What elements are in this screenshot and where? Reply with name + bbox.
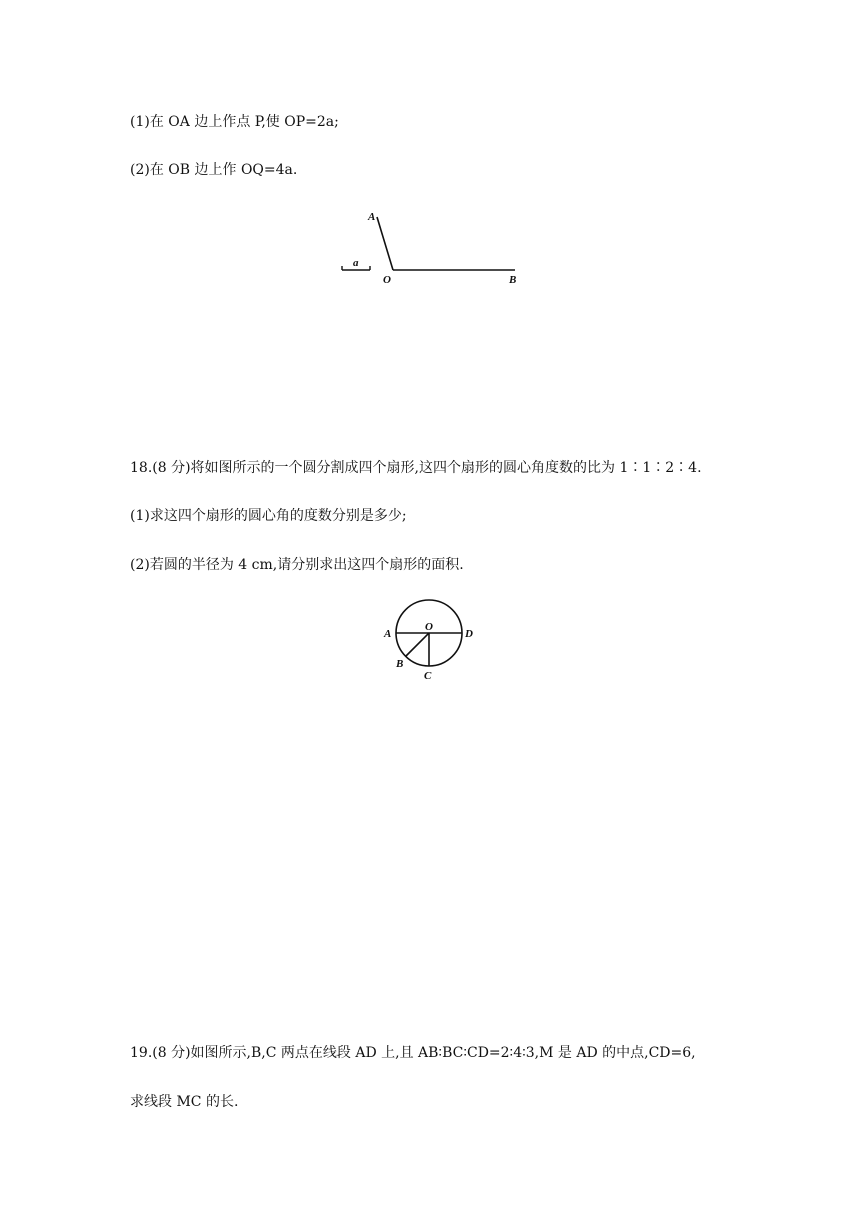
label-C: C <box>424 670 432 682</box>
label-O: O <box>383 274 391 286</box>
label-B: B <box>509 274 517 286</box>
circle-sectors-figure <box>375 590 485 685</box>
angle-aob-figure <box>330 200 530 290</box>
label-a: a <box>353 257 359 269</box>
label-A: A <box>384 628 392 640</box>
q18-part2: (2)若圆的半径为 4 cm,请分别求出这四个扇形的面积. <box>130 557 464 573</box>
q19-line2: 求线段 MC 的长. <box>130 1094 239 1110</box>
radius-ob <box>406 633 429 656</box>
label-O: O <box>425 621 433 633</box>
q18-stem: 18.(8 分)将如图所示的一个圆分割成四个扇形,这四个扇形的圆心角度数的比为 1∶1∶2∶4. <box>130 460 702 476</box>
q19-line1: 19.(8 分)如图所示,B,C 两点在线段 AD 上,且 AB∶BC∶CD=2∶4∶3,M 是 AD 的中点,CD=6, <box>130 1045 696 1061</box>
q17-part2: (2)在 OB 边上作 OQ=4a. <box>130 162 298 178</box>
label-A: A <box>368 211 376 223</box>
q17-part1: (1)在 OA 边上作点 P,使 OP=2a; <box>130 114 339 130</box>
label-D: D <box>465 628 473 640</box>
q18-part1: (1)求这四个扇形的圆心角的度数分别是多少; <box>130 508 407 524</box>
ray-oa <box>377 217 393 270</box>
label-B: B <box>396 658 404 670</box>
